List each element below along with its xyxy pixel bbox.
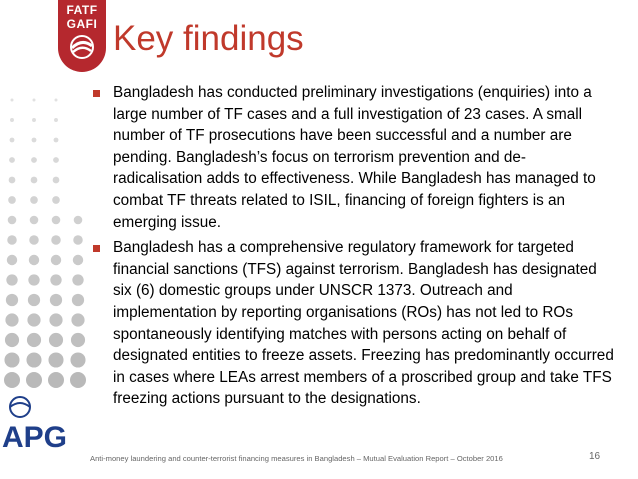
decorative-dot xyxy=(50,274,61,285)
decorative-dot xyxy=(71,333,85,347)
decorative-dot xyxy=(72,274,83,285)
bullet-list xyxy=(90,82,615,414)
decorative-dot xyxy=(73,235,83,245)
decorative-dot xyxy=(4,352,19,367)
decorative-dot xyxy=(8,196,16,204)
decorative-dot xyxy=(52,196,60,204)
bullet-item xyxy=(90,237,615,410)
decorative-dot xyxy=(10,138,15,143)
decorative-dot xyxy=(7,255,17,265)
decorative-dot xyxy=(29,255,39,265)
decorative-dot xyxy=(32,118,36,122)
square-bullet-icon xyxy=(93,245,100,252)
decorative-dot xyxy=(70,352,85,367)
decorative-dot xyxy=(53,177,60,184)
decorative-dot xyxy=(11,99,14,102)
decorative-dot xyxy=(51,255,61,265)
decorative-dot xyxy=(54,138,59,143)
decorative-dot xyxy=(31,157,37,163)
decorative-dot xyxy=(33,99,36,102)
decorative-dot xyxy=(28,274,39,285)
decorative-dot xyxy=(5,333,19,347)
decorative-dot xyxy=(30,196,38,204)
decorative-dot xyxy=(48,372,64,388)
decorative-dot xyxy=(27,333,41,347)
bullet-text: Bangladesh has conducted preliminary investigations (enquiries) into a large number of TF cases and a full investigation of 23 cases. A small number of TF prosecutions have been successful and a number are pending. Bangladesh’s focus on terrorism prevention and de-radicalisation adds to effectiveness. While Bangladesh has managed to combat TF threats related to ISIL, financing of foreign fighters is an emerging issue. xyxy=(113,84,596,231)
decorative-dot xyxy=(32,138,37,143)
decorative-dot xyxy=(31,177,38,184)
square-bullet-icon xyxy=(93,90,100,97)
decorative-dot xyxy=(4,372,20,388)
logo-line-fatf: FATF xyxy=(66,3,98,17)
decorative-dot xyxy=(30,216,39,225)
decorative-dot xyxy=(28,294,40,306)
decorative-dot xyxy=(51,235,61,245)
footer-text: Anti-money laundering and counter-terrorist financing measures in Bangladesh – Mutual Evaluation Report – October 2016 xyxy=(90,454,503,463)
logo-swirl-icon xyxy=(68,34,96,60)
decorative-dot xyxy=(71,313,84,326)
bullet-item xyxy=(90,82,615,233)
page-number: 16 xyxy=(589,451,601,462)
decorative-dot xyxy=(29,235,39,245)
decorative-dot xyxy=(50,294,62,306)
decorative-dot xyxy=(55,99,58,102)
decorative-dot xyxy=(53,157,59,163)
decorative-dot xyxy=(9,157,15,163)
apg-logo-text: APG xyxy=(2,421,68,454)
decorative-dot xyxy=(27,313,40,326)
fatf-gafi-logo xyxy=(58,0,106,72)
decorative-dot xyxy=(48,352,63,367)
decorative-dot xyxy=(49,333,63,347)
logo-line-gafi: GAFI xyxy=(66,17,98,31)
slide-title: Key findings xyxy=(113,19,304,58)
decorative-dot xyxy=(26,372,42,388)
decorative-dot xyxy=(54,118,58,122)
decorative-dot xyxy=(7,235,17,245)
decorative-dot xyxy=(10,118,14,122)
decorative-dot xyxy=(49,313,62,326)
decorative-dot xyxy=(74,216,83,225)
bullet-text: Bangladesh has a comprehensive regulatory framework for targeted financial sanctions (TFS) against terrorism. Bangladesh has designated six (6) domestic groups under UNSCR 1373. Outreach and implementation by reporting organisations (ROs) has not led to ROs spontaneously identifying matches with persons acting on behalf of designated entities to freeze assets. Freezing has predominantly occurred in cases where LEAs arrest members of a proscribed group and take TFS freezing actions pursuant to the designations. xyxy=(113,239,614,408)
decorative-dot xyxy=(26,352,41,367)
decorative-dot xyxy=(5,313,18,326)
decorative-dot xyxy=(73,255,83,265)
decorative-dot xyxy=(6,274,17,285)
decorative-dot xyxy=(52,216,61,225)
decorative-dot xyxy=(72,294,84,306)
apg-logo xyxy=(0,395,86,455)
decorative-dot xyxy=(6,294,18,306)
decorative-dot xyxy=(70,372,86,388)
decorative-dot xyxy=(8,216,17,225)
decorative-dot xyxy=(9,177,16,184)
